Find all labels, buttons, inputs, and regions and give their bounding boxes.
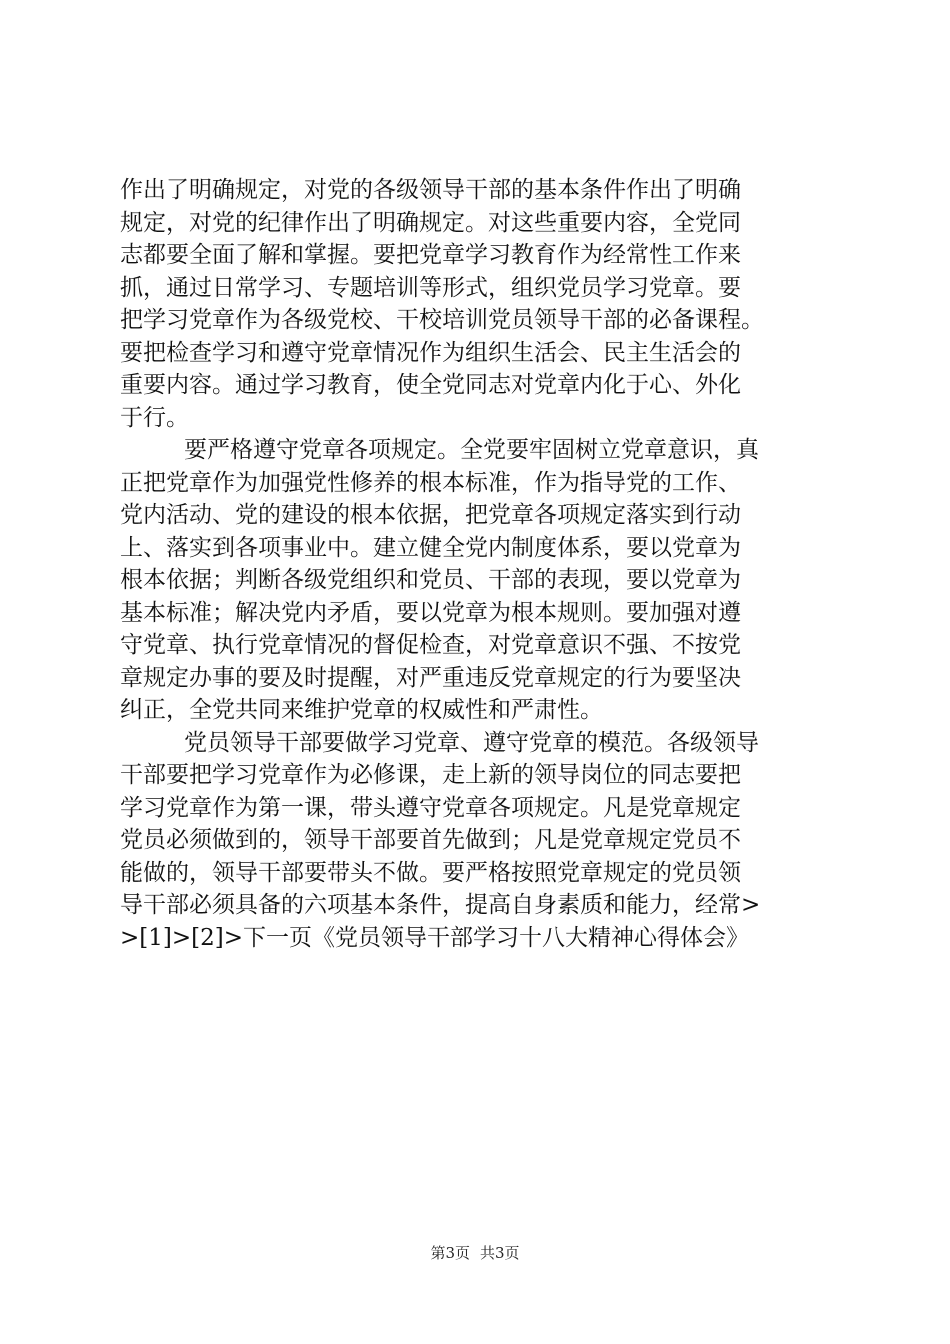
paragraph-2-line-2: 正把党章作为加强党性修养的根本标准，作为指导党的工作、 [120, 469, 741, 496]
document-body [120, 174, 840, 954]
paragraph-2-line-4: 上、落实到各项事业中。建立健全党内制度体系，要以党章为 [120, 534, 741, 561]
paragraph-2-line-7: 守党章、执行党章情况的督促检查，对党章意识不强、不按党 [120, 632, 741, 658]
page-number: 第3页 [430, 1244, 470, 1262]
paragraph-1-line-4: 抓，通过日常学习、专题培训等形式，组织党员学习党章。要 [120, 274, 741, 301]
paragraph-2-line-6: 基本标准；解决党内矛盾，要以党章为根本规则。要加强对遵 [120, 599, 741, 626]
paragraph-1-line-2: 规定，对党的纪律作出了明确规定。对这些重要内容，全党同 [120, 209, 741, 236]
paragraph-1-line-7: 重要内容。通过学习教育，使全党同志对党章内化于心、外化 [120, 372, 741, 398]
paragraph-3-line-1: 党员领导干部要做学习党章、遵守党章的模范。各级领导 [184, 729, 759, 756]
paragraph-1-line-1: 作出了明确规定，对党的各级领导干部的基本条件作出了明确 [120, 177, 741, 203]
page-total: 共3页 [480, 1244, 520, 1262]
paragraph-2-line-3: 党内活动、党的建设的根本依据，把党章各项规定落实到行动 [120, 502, 741, 528]
paragraph-1-line-3: 志都要全面了解和掌握。要把党章学习教育作为经常性工作来 [120, 242, 741, 268]
paragraph-3-line-2: 干部要把学习党章作为必修课，走上新的领导岗位的同志要把 [120, 762, 741, 788]
paragraph-3-line-4: 党员必须做到的，领导干部要首先做到；凡是党章规定党员不 [120, 827, 741, 853]
paragraph-3-line-6: 导干部必须具备的六项基本条件，提高自身素质和能力，经常> [120, 892, 761, 918]
paragraph-2-line-9: 纠正，全党共同来维护党章的权威性和严肃性。 [120, 697, 603, 723]
paragraph-2-line-1: 要严格遵守党章各项规定。全党要牢固树立党章意识，真 [184, 437, 759, 463]
paragraph-3-line-7-pagination[interactable]: >[1]>[2]>下一页《党员领导干部学习十八大精神心得体会》 [120, 924, 749, 951]
paragraph-2-line-5: 根本依据；判断各级党组织和党员、干部的表现，要以党章为 [120, 567, 741, 593]
paragraph-1-line-5: 把学习党章作为各级党校、干校培训党员领导干部的必备课程。 [120, 307, 764, 333]
paragraph-1-line-8: 于行。 [120, 404, 189, 431]
paragraph-3-line-3: 学习党章作为第一课，带头遵守党章各项规定。凡是党章规定 [120, 794, 741, 821]
paragraph-3-line-5: 能做的，领导干部要带头不做。要严格按照党章规定的党员领 [120, 859, 741, 886]
paragraph-2-line-8: 章规定办事的要及时提醒，对严重违反党章规定的行为要坚决 [120, 664, 741, 691]
page-footer [0, 1243, 950, 1263]
paragraph-1-line-6: 要把检查学习和遵守党章情况作为组织生活会、民主生活会的 [120, 339, 741, 366]
